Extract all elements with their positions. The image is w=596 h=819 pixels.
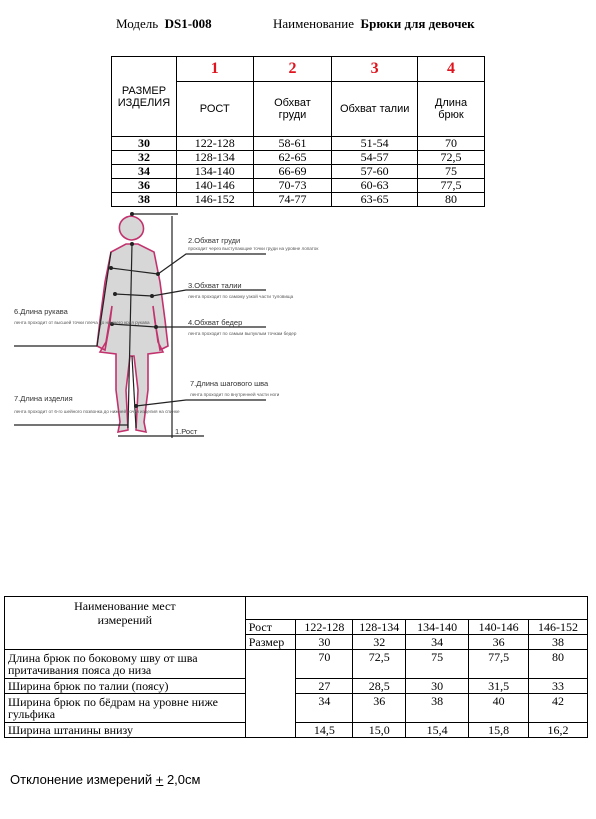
- model-header: [116, 16, 212, 32]
- name-label: Наименование: [273, 16, 354, 31]
- label-chest: 2.Обхват груди: [188, 236, 241, 245]
- tolerance-sign: +: [155, 772, 164, 787]
- cell: 140-146: [176, 179, 253, 193]
- tolerance-text: Отклонение измерений: [10, 772, 153, 787]
- cell: 70-73: [253, 179, 332, 193]
- meas-value: 14,5: [296, 723, 353, 738]
- meas-value: 28,5: [353, 679, 406, 694]
- model-value: DS1-008: [164, 16, 212, 31]
- meas-value: 77,5: [469, 650, 529, 679]
- size-row: [112, 165, 485, 179]
- cell: 63-65: [332, 193, 418, 207]
- cell: 146-152: [176, 193, 253, 207]
- meas-value: 15,4: [406, 723, 469, 738]
- cell: 36: [112, 179, 177, 193]
- point: [134, 404, 138, 408]
- label-inseam: 7.Длина шагового шва: [190, 379, 269, 388]
- meas-value: 38: [406, 694, 469, 723]
- meas-name: Длина брюк по боковому шву от шва притачивания пояса до низа: [5, 650, 246, 679]
- height-cell: 122-128: [296, 620, 353, 635]
- meas-value: 36: [353, 694, 406, 723]
- model-label: Модель: [116, 16, 159, 31]
- measurement-table: [4, 596, 588, 738]
- point: [113, 292, 117, 296]
- meas-value: 75: [406, 650, 469, 679]
- tolerance-value: 2,0см: [166, 772, 201, 787]
- product-name-header: [273, 16, 475, 32]
- cell: 60-63: [332, 179, 418, 193]
- meas-title: Наименование мест измерений: [5, 597, 246, 650]
- cell: 38: [112, 193, 177, 207]
- meas-value: 16,2: [529, 723, 588, 738]
- meas-value: 15,8: [469, 723, 529, 738]
- note-waist: лента проходит по самому узкой части туловища: [188, 294, 294, 299]
- cell: 57-60: [332, 165, 418, 179]
- note-inseam: лента проходит по внутренней части ноги: [190, 392, 280, 397]
- meas-row: [5, 694, 588, 723]
- chest-leader: [158, 254, 266, 274]
- meas-value: 31,5: [469, 679, 529, 694]
- meas-row: [5, 679, 588, 694]
- col-header-height: РОСТ: [176, 82, 253, 137]
- meas-value: 33: [529, 679, 588, 694]
- cell: 51-54: [332, 137, 418, 151]
- cell: 134-140: [176, 165, 253, 179]
- meas-value: 34: [296, 694, 353, 723]
- size-cell: 30: [296, 635, 353, 650]
- height-cell: 128-134: [353, 620, 406, 635]
- cell: 34: [112, 165, 177, 179]
- size-row: [112, 179, 485, 193]
- meas-value: 27: [296, 679, 353, 694]
- size-header: РАЗМЕР ИЗДЕЛИЯ: [112, 57, 177, 137]
- height-label: Рост: [245, 620, 296, 635]
- meas-value: 30: [406, 679, 469, 694]
- cell: 122-128: [176, 137, 253, 151]
- blank-cell: [245, 597, 587, 620]
- size-cell: 38: [529, 635, 588, 650]
- size-cell: 34: [406, 635, 469, 650]
- note-sleeve: лента проходит от высшей точки плеча до нижнего края рукава: [14, 320, 150, 325]
- meas-value: 80: [529, 650, 588, 679]
- note-hips: лента проходит по самым выпуклым точкам бедер: [188, 331, 297, 336]
- size-row: [112, 137, 485, 151]
- size-cell: 36: [469, 635, 529, 650]
- col-number: 1: [176, 57, 253, 82]
- cell: 58-61: [253, 137, 332, 151]
- label-sleeve: 6.Длина рукава: [14, 307, 68, 316]
- label-hips: 4.Обхват бедер: [188, 318, 243, 327]
- size-row: [112, 193, 485, 207]
- cell: 62-65: [253, 151, 332, 165]
- col-header-chest: Обхват груди: [253, 82, 332, 137]
- head-shape: [119, 216, 143, 240]
- meas-value: 42: [529, 694, 588, 723]
- meas-value: 72,5: [353, 650, 406, 679]
- label-length: 7.Длина изделия: [14, 394, 73, 403]
- size-label: Размер: [245, 635, 296, 650]
- cell: 72,5: [417, 151, 484, 165]
- meas-name: Ширина штанины внизу: [5, 723, 246, 738]
- col-number: 3: [332, 57, 418, 82]
- cell: 70: [417, 137, 484, 151]
- col-number: 4: [417, 57, 484, 82]
- cell: 75: [417, 165, 484, 179]
- name-value: Брюки для девочек: [360, 16, 475, 31]
- point: [130, 242, 134, 246]
- inseam-leader: [136, 400, 266, 406]
- size-table: [111, 56, 485, 207]
- meas-name: Ширина брюк по бёдрам на уровне ниже гульфика: [5, 694, 246, 723]
- height-cell: 146-152: [529, 620, 588, 635]
- blank-cell: [245, 650, 296, 738]
- height-cell: 140-146: [469, 620, 529, 635]
- cell: 30: [112, 137, 177, 151]
- cell: 74-77: [253, 193, 332, 207]
- note-length: лента проходит от 6-го шейного позвонка до нижней точки изделия на спинке: [14, 409, 180, 414]
- meas-value: 15,0: [353, 723, 406, 738]
- cell: 66-69: [253, 165, 332, 179]
- point: [130, 212, 134, 216]
- col-header-length: Длина брюк: [417, 82, 484, 137]
- point: [154, 325, 158, 329]
- cell: 80: [417, 193, 484, 207]
- size-row: [112, 151, 485, 165]
- label-height: 1.Рост: [175, 427, 198, 436]
- cell: 32: [112, 151, 177, 165]
- point: [150, 294, 154, 298]
- meas-name: Ширина брюк по талии (поясу): [5, 679, 246, 694]
- meas-value: 40: [469, 694, 529, 723]
- col-header-waist: Обхват талии: [332, 82, 418, 137]
- point: [109, 266, 113, 270]
- meas-row: [5, 723, 588, 738]
- meas-value: 70: [296, 650, 353, 679]
- cell: 54-57: [332, 151, 418, 165]
- label-waist: 3.Обхват талии: [188, 281, 242, 290]
- height-cell: 134-140: [406, 620, 469, 635]
- measurement-figure: [8, 210, 319, 440]
- point: [156, 272, 160, 276]
- note-chest: проходит через выступающие точки груди на уровне лопаток: [188, 246, 319, 251]
- cell: 77,5: [417, 179, 484, 193]
- size-cell: 32: [353, 635, 406, 650]
- cell: 128-134: [176, 151, 253, 165]
- meas-row: [5, 650, 588, 679]
- tolerance-note: [10, 772, 200, 787]
- col-number: 2: [253, 57, 332, 82]
